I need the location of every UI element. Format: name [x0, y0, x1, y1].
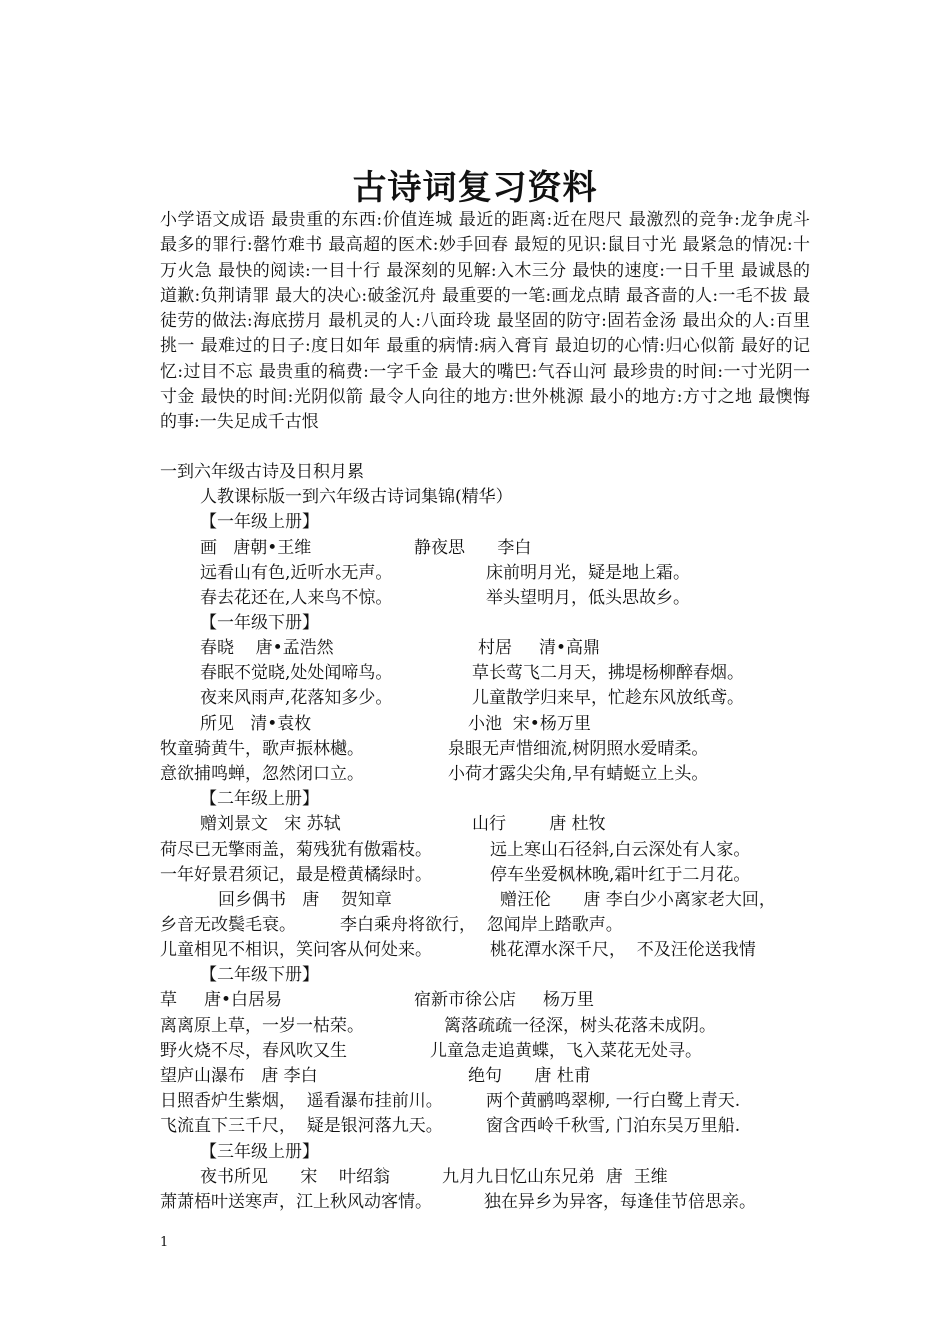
poem-title-line: 所见 清•袁枚 小池 宋•杨万里	[200, 714, 591, 734]
poem-title-line: 回乡偶书 唐 贺知章 赠汪伦 唐 李白少小离家老大回，	[218, 890, 776, 910]
page-number: 1	[160, 1235, 169, 1250]
poem-line: 日照香炉生紫烟， 遥看瀑布挂前川。 两个黄鹂鸣翠柳, 一行白鹭上青天.	[160, 1091, 741, 1111]
poem-line: 离离原上草，一岁一枯荣。 篱落疏疏一径深，树头花落未成阴。	[160, 1016, 716, 1036]
text-line: 人教课标版一到六年级古诗词集锦(精华）	[200, 487, 513, 507]
poem-line: 春眠不觉晓,处处闻啼鸟。 草长莺飞二月天，拂堤杨柳醉春烟。	[200, 663, 744, 683]
poem-line: 春去花还在,人来鸟不惊。 举头望明月，低头思故乡。	[200, 588, 690, 608]
poem-title-line: 画 唐朝•王维 静夜思 李白	[200, 538, 532, 558]
poem-line: 远看山有色,近听水无声。 床前明月光，疑是地上霜。	[200, 563, 690, 583]
poem-line: 儿童相见不相识，笑问客从何处来。 桃花潭水深千尺， 不及汪伦送我情	[160, 940, 756, 960]
poem-title-line: 春晓 唐•孟浩然 村居 清•高鼎	[200, 638, 601, 658]
poem-line: 萧萧梧叶送寒声，江上秋风动客情。 独在异乡为异客，每逢佳节倍思亲。	[160, 1192, 756, 1212]
text-line: 一到六年级古诗及日积月累	[160, 462, 364, 482]
poem-line: 飞流直下三千尺， 疑是银河落九天。 窗含西岭千秋雪, 门泊东吴万里船.	[160, 1116, 741, 1136]
section-heading: 【二年级上册】	[200, 789, 319, 809]
poem-line: 一年好景君须记，最是橙黄橘绿时。 停车坐爱枫林晚,霜叶红于二月花。	[160, 865, 751, 885]
poem-line: 意欲捕鸣蝉，忽然闭口立。 小荷才露尖尖角,早有蜻蜓立上头。	[160, 764, 709, 784]
poem-line: 荷尽已无擎雨盖，菊残犹有傲霜枝。 远上寒山石径斜,白云深处有人家。	[160, 840, 751, 860]
poem-line: 牧童骑黄牛，歌声振林樾。 泉眼无声惜细流,树阴照水爱晴柔。	[160, 739, 709, 759]
document-title: 古诗词复习资料	[352, 168, 598, 208]
section-heading: 【三年级上册】	[200, 1142, 319, 1162]
section-heading: 【一年级下册】	[200, 613, 319, 633]
section-heading: 【一年级上册】	[200, 512, 319, 532]
idiom-paragraph: 小学语文成语 最贵重的东西:价值连城 最近的距离:近在咫尺 最激烈的竞争:龙争虎斗 最多的罪行:罄竹难书 最高超的医术:妙手回春 最短的见识:鼠目寸光 最紧急的情况:十万火急 最快的阅读:一目十行 最深刻的见解:入木三分 最快的速度:一日千里 最诚恳的道歉:负荆请罪 最大的决心:破釜沉舟 最重要的一笔:画龙点睛 最吝啬的人:一毛不拔 最徒劳的做法:海底捞月 最机灵的人:八面玲珑 最坚固的防守:固若金汤 最出众的人:百里挑一 最难过的日子:度日如年 最重的病情:病入膏肓 最迫切的心情:归心似箭 最好的记忆:过目不忘 最贵重的稿费:一字千金 最大的嘴巴:气吞山河 最珍贵的时间:一寸光阴一寸金 最快的时间:光阴似箭 最令人向往的地方:世外桃源 最小的地方:方寸之地 最懊悔的事:一失足成千古恨	[160, 210, 810, 433]
poem-title-line: 赠刘景文 宋 苏轼 山行 唐 杜牧	[200, 814, 606, 834]
poem-line: 乡音无改鬓毛衰。 李白乘舟将欲行， 忽闻岸上踏歌声。	[160, 915, 623, 935]
poem-title-line: 草 唐•白居易 宿新市徐公店 杨万里	[160, 990, 595, 1010]
poem-line: 夜来风雨声,花落知多少。 儿童散学归来早，忙趁东风放纸鸢。	[200, 688, 744, 708]
section-heading: 【二年级下册】	[200, 965, 319, 985]
poem-line: 野火烧不尽，春风吹又生 儿童急走追黄蝶，飞入菜花无处寻。	[160, 1041, 702, 1061]
poem-title-line: 夜书所见 宋 叶绍翁 九月九日忆山东兄弟 唐 王维	[200, 1167, 668, 1187]
poem-title-line: 望庐山瀑布 唐 李白 绝句 唐 杜甫	[160, 1066, 591, 1086]
